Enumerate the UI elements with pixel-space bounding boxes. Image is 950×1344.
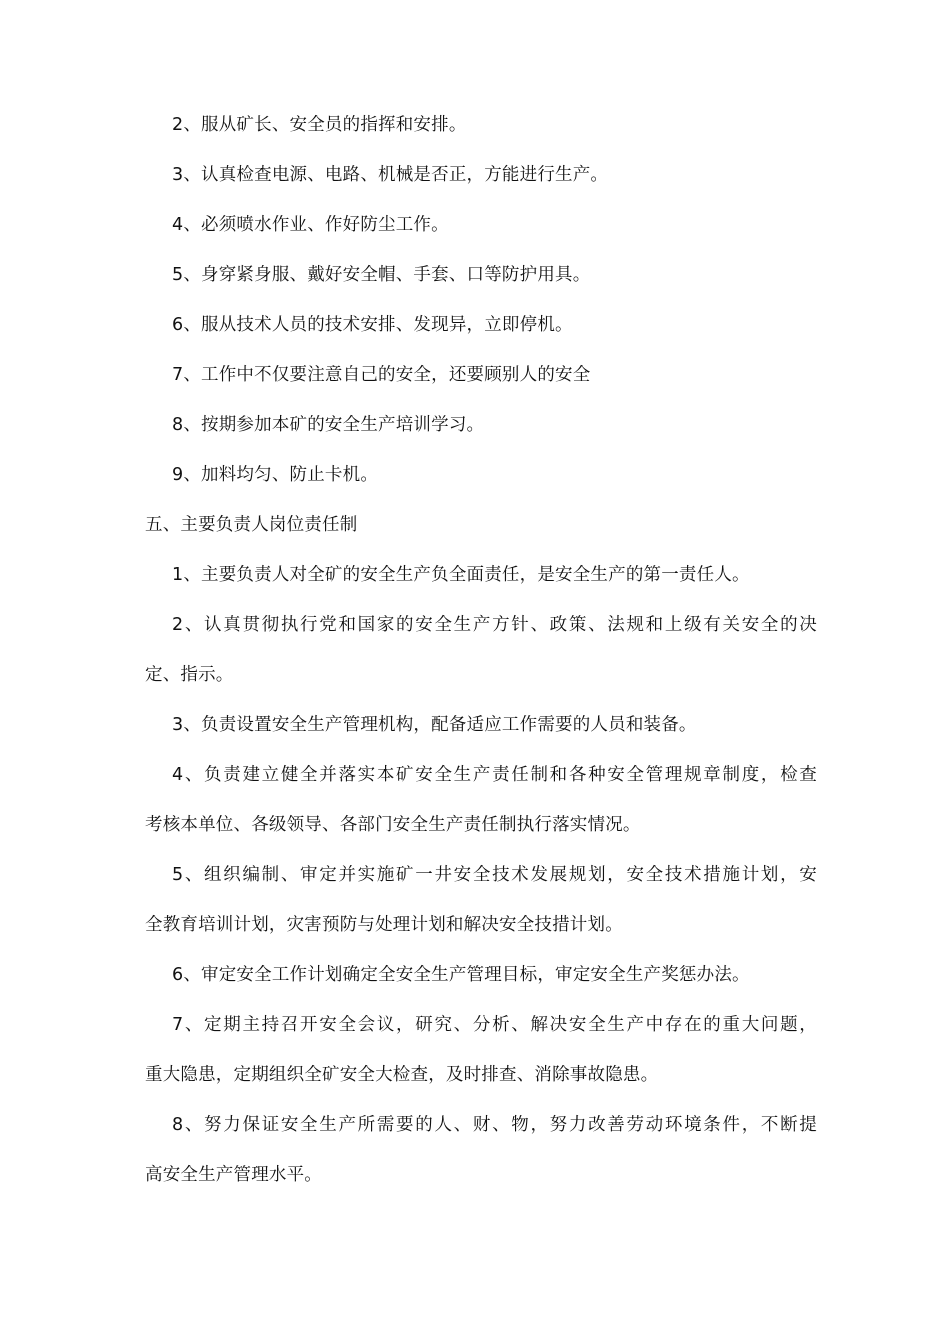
duty-item-5-continued: 全教育培训计划，灾害预防与处理计划和解决安全技措计划。 — [145, 915, 623, 935]
duty-item-4-continued: 考核本单位、各级领导、各部门安全生产责任制执行落实情况。 — [145, 815, 641, 835]
duty-item-6: 6、审定安全工作计划确定全安全生产管理目标，审定安全生产奖惩办法。 — [172, 965, 750, 985]
duty-item-2-continued: 定、指示。 — [145, 665, 234, 685]
duty-item-7-continued: 重大隐患，定期组织全矿安全大检查，及时排查、消除事故隐患。 — [145, 1065, 659, 1085]
duty-item-8: 8、努力保证安全生产所需要的人、财、物，努力改善劳动环境条件，不断提 — [172, 1115, 817, 1135]
list-item-9: 9、加料均匀、防止卡机。 — [172, 465, 379, 485]
duty-item-3: 3、负责设置安全生产管理机构，配备适应工作需要的人员和装备。 — [172, 715, 697, 735]
duty-item-5: 5、组织编制、审定并实施矿一井安全技术发展规划，安全技术措施计划，安 — [172, 865, 817, 885]
list-item-8: 8、按期参加本矿的安全生产培训学习。 — [172, 415, 485, 435]
duty-item-7: 7、定期主持召开安全会议，研究、分析、解决安全生产中存在的重大问题， — [172, 1015, 817, 1035]
duty-item-4: 4、负责建立健全并落实本矿安全生产责任制和各种安全管理规章制度，检查 — [172, 765, 817, 785]
list-item-5: 5、身穿紧身服、戴好安全帽、手套、口等防护用具。 — [172, 265, 591, 285]
list-item-4: 4、必须喷水作业、作好防尘工作。 — [172, 215, 449, 235]
document-body — [145, 100, 817, 1200]
duty-item-1: 1、主要负责人对全矿的安全生产负全面责任，是安全生产的第一责任人。 — [172, 565, 750, 585]
list-item-7: 7、工作中不仅要注意自己的安全，还要顾别人的安全 — [172, 365, 591, 385]
list-item-2: 2、服从矿长、安全员的指挥和安排。 — [172, 115, 467, 135]
duty-item-8-continued: 高安全生产管理水平。 — [145, 1165, 322, 1185]
list-item-6: 6、服从技术人员的技术安排、发现异，立即停机。 — [172, 315, 573, 335]
duty-item-2: 2、认真贯彻执行党和国家的安全生产方针、政策、法规和上级有关安全的决 — [172, 615, 817, 635]
section-heading: 五、主要负责人岗位责任制 — [145, 515, 358, 535]
list-item-3: 3、认真检查电源、电路、机械是否正，方能进行生产。 — [172, 165, 609, 185]
